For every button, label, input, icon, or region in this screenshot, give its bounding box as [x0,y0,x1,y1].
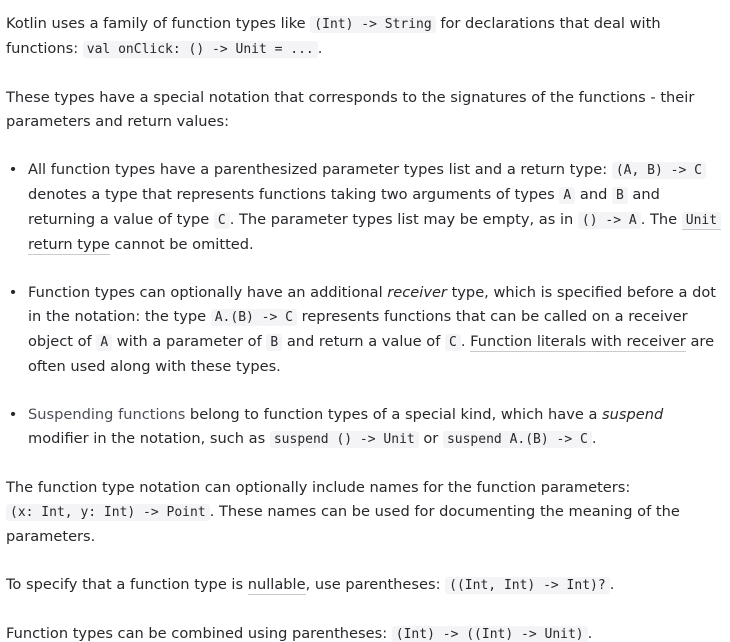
text: with a parameter of [112,333,267,350]
list-item [6,281,724,379]
text: Function types can optionally have an additional [28,284,388,301]
text: . [609,576,615,593]
text: These types have a special notation that corresponds to the signatures of the functions - their parameters and return values: [6,89,695,130]
code-inline: C [445,334,461,351]
intro-paragraph [6,0,724,62]
code-inline: Unit [682,212,721,229]
code-inline: val onClick: () -> Unit = ... [83,41,318,58]
code-inline: suspend () -> Unit [270,431,419,448]
text: . The [640,211,682,228]
code-inline: suspend A.(B) -> C [443,431,592,448]
text: and returning a value of type [28,186,660,228]
code-inline: B [266,334,282,351]
text: or [418,430,443,447]
function-types-list [6,158,724,452]
function-literals-with-receiver-link[interactable]: Function literals with receiver [470,333,686,350]
text: . These names can be used for documenting the meaning of the parameters. [6,503,680,545]
text: . [460,333,471,350]
code-inline: (Int) -> String [310,16,435,33]
emphasis: receiver [387,284,447,301]
text: denotes a type that represents functions taking two arguments of types [28,186,560,203]
text: All function types have a parenthesized parameter types list and a return type: [28,161,612,178]
bullet-icon: • [8,161,18,178]
nullable-link[interactable]: nullable [247,576,306,593]
code-inline: ((Int, Int) -> Int)? [445,577,610,594]
suspending-functions-link[interactable]: Suspending functions [28,406,186,423]
combine-paragraph [6,622,724,642]
code-inline: (Int) -> ((Int) -> Unit) [392,626,588,642]
text: Kotlin uses a family of function types like [6,15,311,32]
text: To specify that a function type is [6,576,248,593]
text: cannot be omitted. [109,236,254,253]
text: and [575,186,612,203]
emphasis: suspend [602,406,664,423]
text: belong to function types of a special kind, which have a [185,406,603,423]
bullet-icon: • [8,406,18,423]
text: The function type notation can optionally include names for the function parameters: [6,479,631,496]
code-inline: () -> A [578,212,641,229]
code-inline: C [214,212,230,229]
text: represents functions that can be called on a receiver object of [28,308,688,350]
text: are often used along with these types. [28,333,715,375]
code-inline: A.(B) -> C [211,309,297,326]
text: . [317,40,323,57]
text: modifier in the notation, such as [28,430,270,447]
text: . [591,430,597,447]
text: and return a value of [282,333,445,350]
code-inline: A [96,334,112,351]
list-item [6,158,724,257]
parameter-names-paragraph [6,476,724,549]
code-inline: A [559,187,575,204]
notation-paragraph [6,86,724,134]
text: . [587,625,593,642]
text: , use parentheses: [305,576,446,593]
text: Function types can be combined using parentheses: [6,625,392,642]
code-inline: (A, B) -> C [612,162,706,179]
code-inline: B [612,187,628,204]
bullet-icon: • [8,284,18,301]
text: . The parameter types list may be empty, as in [229,211,578,228]
text: type, which is specified before a dot in the notation: the type [28,284,717,325]
list-item [6,403,724,452]
nullable-paragraph [6,573,724,598]
text: for declarations that deal with functions: [6,15,661,57]
link-text: return type [28,236,110,253]
code-inline: (x: Int, y: Int) -> Point [6,504,210,521]
